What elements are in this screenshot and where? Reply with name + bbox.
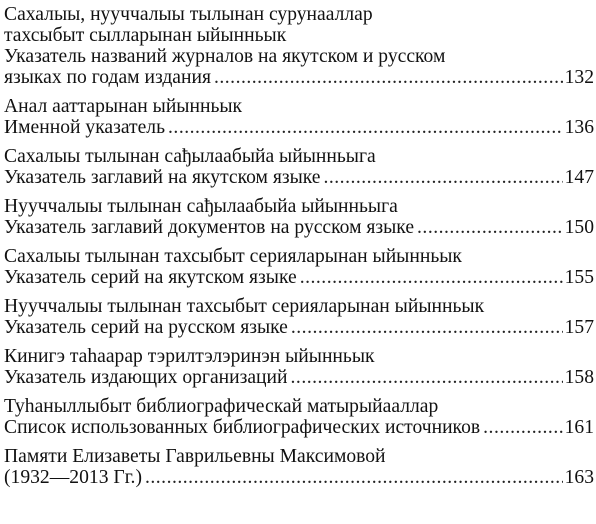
toc-entry xyxy=(4,396,594,438)
toc-entry-leader-line xyxy=(4,317,594,338)
toc-entry xyxy=(4,196,594,238)
toc-entry-last-line: (1932—2013 Гг.) xyxy=(4,467,142,488)
page-number: 161 xyxy=(564,417,594,438)
toc-entry-title-line: Кинигэ таhаарар тэрилтэлэринэн ыйынньык xyxy=(4,346,375,367)
toc-entry-title-line: Нууччалыы тылынан тахсыбыт серияларынан ыйынньык xyxy=(4,296,485,317)
toc-entry-title-line: Памяти Елизаветы Гаврильевны Максимовой xyxy=(4,446,386,467)
toc-entry-last-line: Список использованных библиографических источников xyxy=(4,417,481,438)
toc-entry xyxy=(4,296,594,338)
toc-entry-title-line: Сахалыы тылынан тахсыбыт серияларынан ыйынньык xyxy=(4,246,462,267)
dot-leader xyxy=(214,67,563,88)
page-number: 147 xyxy=(564,167,594,188)
page-number: 163 xyxy=(564,467,594,488)
toc-entry-last-line: Указатель серий на русском языке xyxy=(4,317,288,338)
page-number: 155 xyxy=(564,267,594,288)
dot-leader xyxy=(417,217,563,238)
toc-entry-title-line: Туhаныллыбыт библиографическай матырыйааллар xyxy=(4,396,439,417)
toc-entry-title-line: Анал ааттарынан ыйынньык xyxy=(4,96,243,117)
toc-entry xyxy=(4,146,594,188)
dot-leader xyxy=(145,467,563,488)
toc-entry-title-line: Сахалыы, нууччалыы тылынан сурунааллар xyxy=(4,4,373,25)
dot-leader xyxy=(483,417,562,438)
dot-leader xyxy=(300,267,563,288)
toc-entry-title-line: Указатель названий журналов на якутском и русском xyxy=(4,46,446,67)
toc-entry-leader-line xyxy=(4,367,594,388)
toc-entry xyxy=(4,346,594,388)
toc-entry-last-line: Указатель серий на якутском языке xyxy=(4,267,297,288)
dot-leader xyxy=(323,167,562,188)
toc-entry-leader-line xyxy=(4,67,594,88)
toc-entry-title-line: тахсыбыт сылларынан ыйынньык xyxy=(4,25,287,46)
toc-entry xyxy=(4,96,594,138)
toc-entry-leader-line xyxy=(4,467,594,488)
dot-leader xyxy=(291,317,563,338)
toc-entry xyxy=(4,446,594,488)
toc-entry-title-line: Нууччалыы тылынан сађылаабыйа ыйынньыга xyxy=(4,196,398,217)
toc-entry-title-line: Сахалыы тылынан сађылаабыйа ыйынньыга xyxy=(4,146,376,167)
page-number: 136 xyxy=(564,117,594,138)
page-number: 157 xyxy=(564,317,594,338)
toc-entry-leader-line xyxy=(4,417,594,438)
page-number: 150 xyxy=(564,217,594,238)
toc-entry-leader-line xyxy=(4,167,594,188)
toc-entry-leader-line xyxy=(4,117,594,138)
page-number: 158 xyxy=(564,367,594,388)
dot-leader xyxy=(168,117,563,138)
toc-entry-last-line: Указатель издающих организаций xyxy=(4,367,288,388)
toc-entry-last-line: Указатель заглавий на якутском языке xyxy=(4,167,321,188)
toc-entry-last-line: Именной указатель xyxy=(4,117,166,138)
toc-entry xyxy=(4,4,594,88)
toc-entry-leader-line xyxy=(4,217,594,238)
toc-entry-last-line: Указатель заглавий документов на русском языке xyxy=(4,217,415,238)
page-number: 132 xyxy=(564,67,594,88)
toc-entry-last-line: языках по годам издания xyxy=(4,67,211,88)
dot-leader xyxy=(291,367,563,388)
toc-entry xyxy=(4,246,594,288)
toc-entry-leader-line xyxy=(4,267,594,288)
